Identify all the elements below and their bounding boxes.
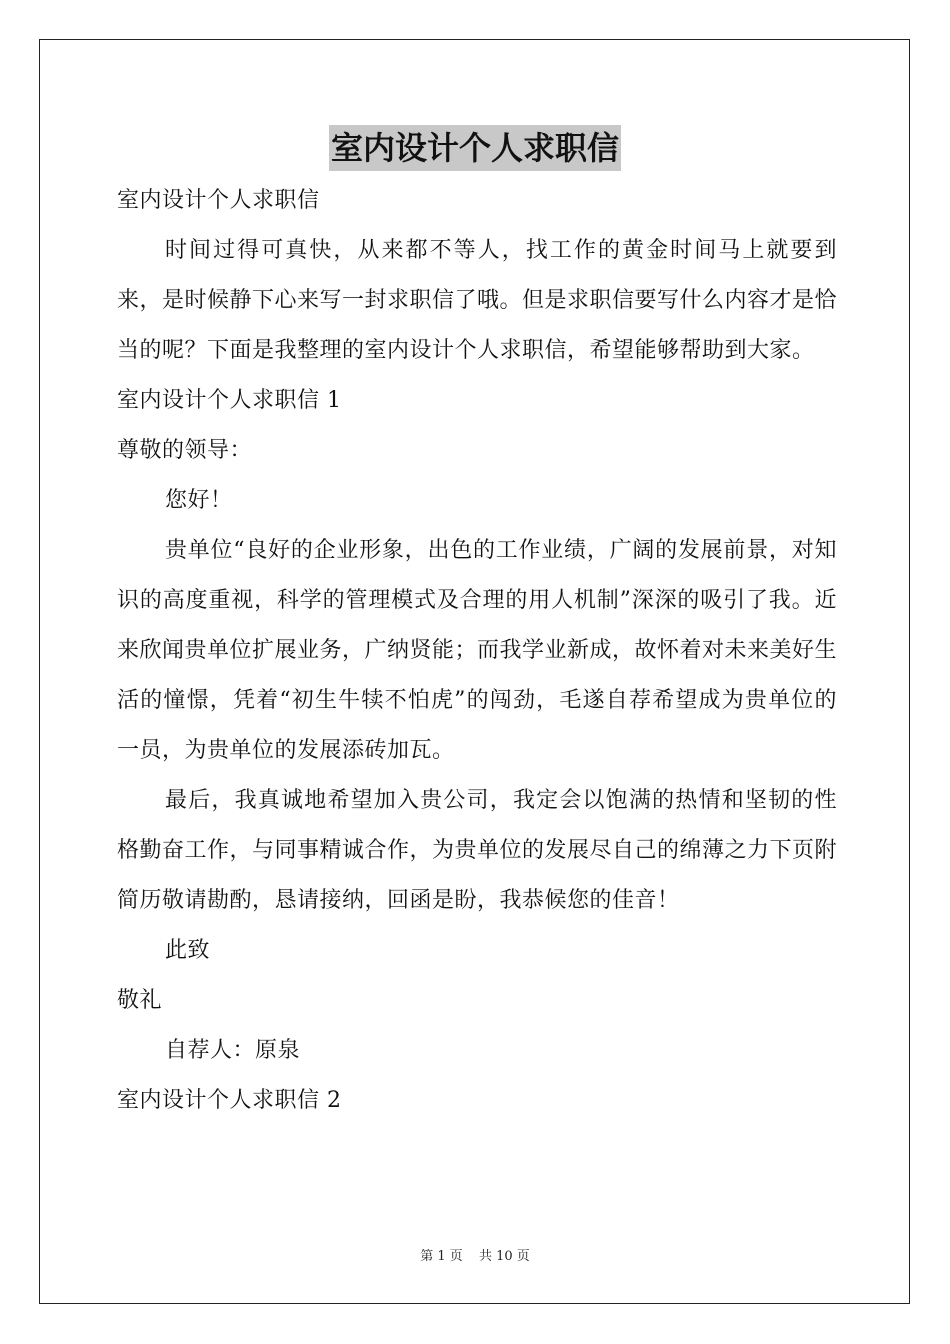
- paragraph: 时间过得可真快，从来都不等人，找工作的黄金时间马上就要到来，是时候静下心来写一封求职信了哦。但是求职信要写什么内容才是恰当的呢？下面是我整理的室内设计个人求职信，希望能够帮助到大家。: [117, 238, 838, 363]
- paragraph: 最后，我真诚地希望加入贵公司，我定会以饱满的热情和坚韧的性格勤奋工作，与同事精诚合作，为贵单位的发展尽自己的绵薄之力下页附简历敬请勘酌，恳请接纳，回函是盼，我恭候您的佳音！: [117, 788, 838, 913]
- paragraph: 敬礼: [117, 988, 163, 1013]
- paragraph: 室内设计个人求职信: [117, 188, 320, 213]
- paragraph: 室内设计个人求职信 2: [117, 1088, 342, 1113]
- title-container: [0, 125, 950, 171]
- document-title: 室内设计个人求职信: [329, 125, 621, 171]
- paragraph: 此致: [165, 938, 211, 963]
- paragraph: 尊敬的领导：: [117, 438, 253, 463]
- page-total: 共 10 页: [478, 1249, 530, 1264]
- page-number: 第 1 页: [420, 1249, 463, 1264]
- paragraph: 您好！: [165, 488, 233, 513]
- paragraph: 自荐人：原泉: [165, 1038, 301, 1063]
- page-footer: [0, 1248, 950, 1266]
- document-body: [117, 176, 837, 1126]
- paragraph: 贵单位“良好的企业形象，出色的工作业绩，广阔的发展前景，对知识的高度重视，科学的管理模式及合理的用人机制”深深的吸引了我。近来欣闻贵单位扩展业务，广纳贤能；而我学业新成，故怀着对未来美好生活的憧憬，凭着“初生牛犊不怕虎”的闯劲，毛遂自荐希望成为贵单位的一员，为贵单位的发展添砖加瓦。: [117, 538, 838, 763]
- paragraph: 室内设计个人求职信 1: [117, 388, 342, 413]
